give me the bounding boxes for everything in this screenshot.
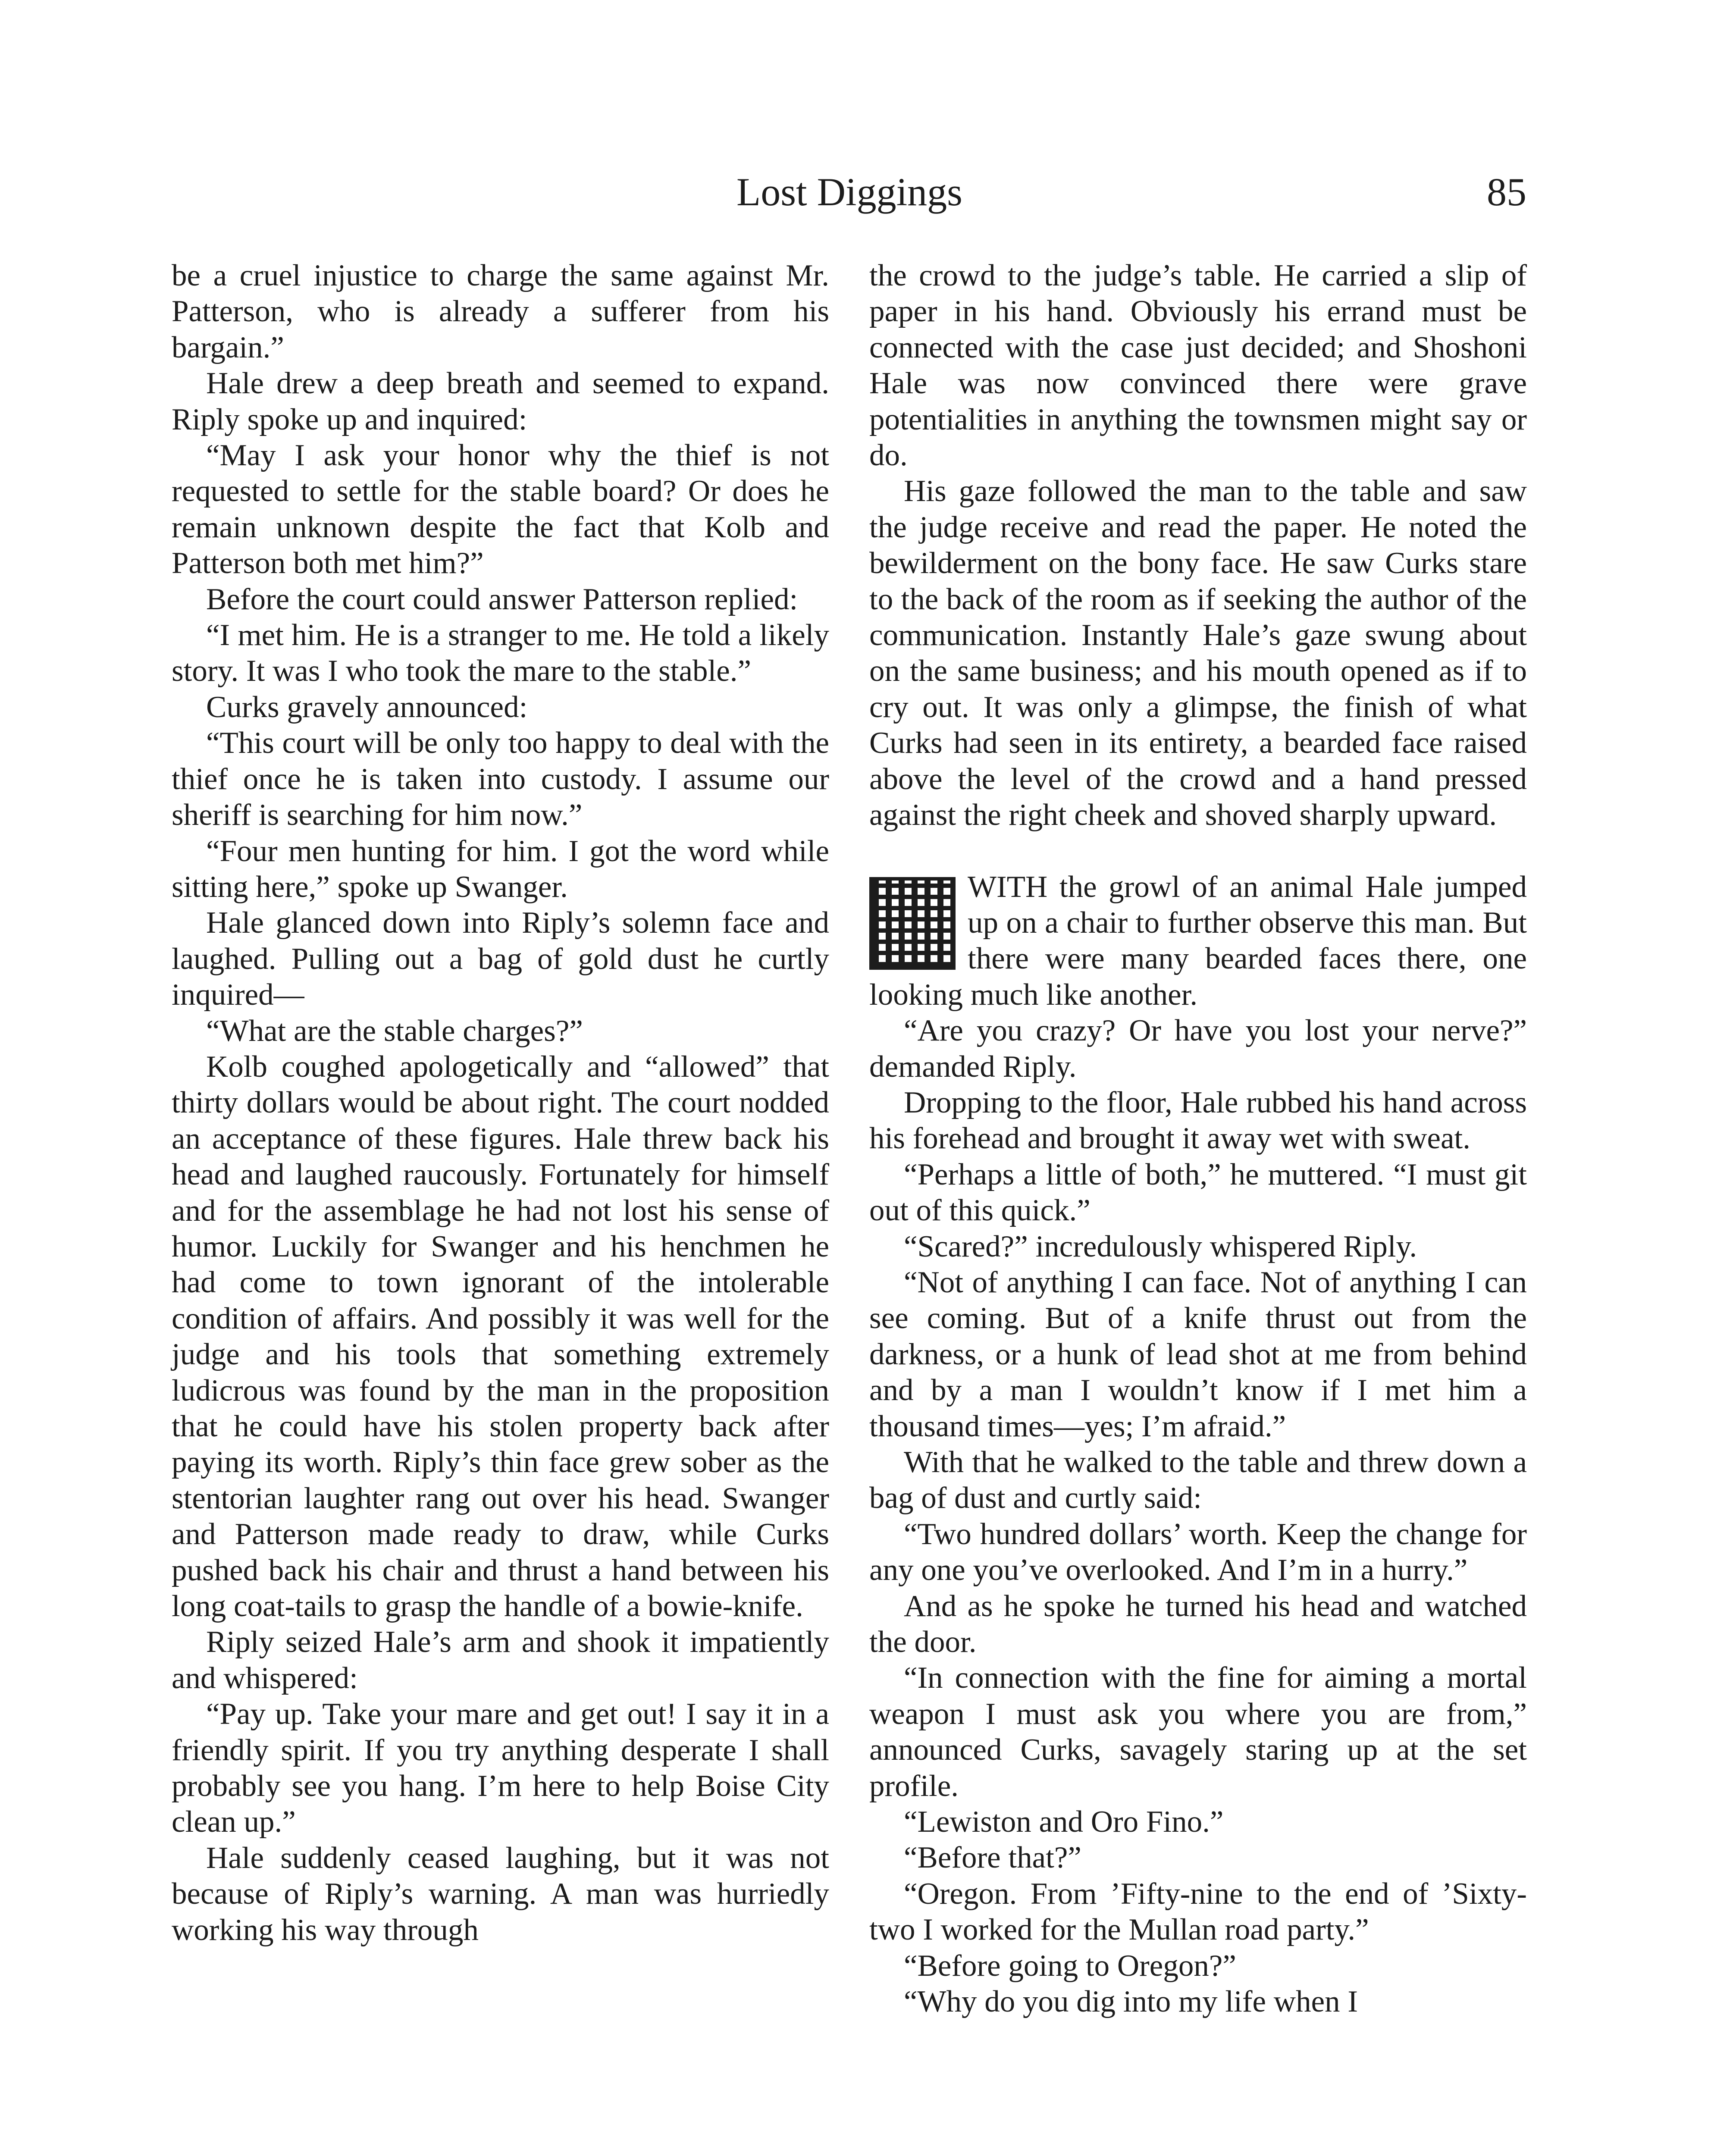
paragraph: “Not of anything I can face. Not of anything I can see coming. But of a knife thrust out from the darkness, or a hunk of lead shot at me from behind and by a man I wouldn’t know if I met him a thousand times—yes; I’m afraid.” [869, 1265, 1527, 1443]
paragraph: “Perhaps a little of both,” he muttered. “I must git out of this quick.” [869, 1157, 1527, 1228]
page-header [172, 164, 1526, 220]
running-title: Lost Diggings [736, 170, 962, 214]
left-column [172, 258, 829, 1948]
paragraph: “I met him. He is a stranger to me. He told a likely story. It was I who took the mare to the stable.” [172, 618, 829, 688]
paragraph: Before the court could answer Patterson replied: [206, 582, 798, 616]
paragraph: “Two hundred dollars’ worth. Keep the change for any one you’ve overlooked. And I’m in a hurry.” [869, 1517, 1527, 1587]
paragraph: With that he walked to the table and threw down a bag of dust and curtly said: [869, 1445, 1527, 1515]
paragraph: “This court will be only too happy to deal with the thief once he is taken into custody. I assume our sheriff is searching for him now.” [172, 726, 829, 832]
paragraph: “Scared?” incredulously whispered Riply. [904, 1229, 1417, 1263]
paragraph: “Oregon. From ’Fifty-nine to the end of ’Sixty-two I worked for the Mullan road party.” [869, 1877, 1527, 1947]
section-opening-paragraph [869, 869, 1527, 1013]
section-opening-text: the growl of an animal Hale jumped up on a chair to further observe this man. But there were many bearded faces there, one looking much like another. [869, 870, 1527, 1012]
paragraph: Dropping to the floor, Hale rubbed his hand across his forehead and brought it away wet with sweat. [869, 1085, 1527, 1156]
paragraph: “Why do you dig into my life when I [904, 1985, 1358, 2019]
paragraph: Hale suddenly ceased laughing, but it was not because of Riply’s warning. A man was hurriedly working his way through [172, 1841, 829, 1947]
paragraph: “Pay up. Take your mare and get out! I say it in a friendly spirit. If you try anything desperate I shall probably see you hang. I’m here to help Boise City clean up.” [172, 1697, 829, 1839]
dropcap-word: WITH [968, 870, 1048, 904]
paragraph: Hale glanced down into Riply’s solemn face and laughed. Pulling out a bag of gold dust he curtly inquired— [172, 906, 829, 1012]
paragraph: “In connection with the fine for aiming a mortal weapon I must ask you where you are from,” announced Curks, savagely staring up at the set profile. [869, 1661, 1527, 1803]
paragraph: Hale drew a deep breath and seemed to expand. Riply spoke up and inquired: [172, 367, 829, 436]
paragraph: “What are the stable charges?” [206, 1014, 583, 1048]
paragraph: “Four men hunting for him. I got the word while sitting here,” spoke up Swanger. [172, 834, 829, 904]
paragraph: “May I ask your honor why the thief is not requested to settle for the stable board? Or does he remain unknown despite the fact that Kolb and Patterson both met him?” [172, 439, 829, 580]
paragraph: be a cruel injustice to charge the same against Mr. Patterson, who is already a sufferer from his bargain.” [172, 259, 829, 364]
paragraph: Kolb coughed apologetically and “allowed” that thirty dollars would be about right. The court nodded an acceptance of these figures. Hale threw back his head and laughed raucously. Fortunately for himself and for the assemblage he had not lost his sense of humor. Luckily for Swanger and his henchmen he had come to town ignorant of the intolerable condition of affairs. And possibly it was well for the judge and his tools that something extremely ludicrous was found by the man in the proposition that he could have his stolen property back after paying its worth. Riply’s thin face grew sober as the stentorian laughter rang out over his head. Swanger and Patterson made ready to draw, while Curks pushed back his chair and thrust a hand between his long coat-tails to grasp the handle of a bowie-knife. [172, 1050, 829, 1623]
right-column [869, 258, 1527, 2020]
decorative-initial-ornament [869, 877, 956, 970]
page-number: 85 [1487, 170, 1526, 214]
paragraph: And as he spoke he turned his head and watched the door. [869, 1589, 1527, 1659]
paragraph: “Before that?” [904, 1841, 1081, 1875]
paragraph: “Before going to Oregon?” [904, 1949, 1236, 1983]
paragraph: the crowd to the judge’s table. He carried a slip of paper in his hand. Obviously his errand must be connected with the case just decided; and Shoshoni Hale was now convinced there were grave potentialities in anything the townsmen might say or do. [869, 259, 1527, 473]
paragraph: His gaze followed the man to the table and saw the judge receive and read the paper. He noted the bewilderment on the bony face. He saw Curks stare to the back of the room as if seeking the author of the communication. Instantly Hale’s gaze swung about on the same business; and his mouth opened as if to cry out. It was only a glimpse, the finish of what Curks had seen in its entirety, a bearded face raised above the level of the crowd and a hand pressed against the right cheek and shoved sharply upward. [869, 474, 1527, 832]
paragraph: “Are you crazy? Or have you lost your nerve?” demanded Riply. [869, 1014, 1527, 1084]
paragraph: Curks gravely announced: [206, 690, 528, 724]
paragraph: Riply seized Hale’s arm and shook it impatiently and whispered: [172, 1625, 829, 1695]
paragraph: “Lewiston and Oro Fino.” [904, 1805, 1224, 1839]
